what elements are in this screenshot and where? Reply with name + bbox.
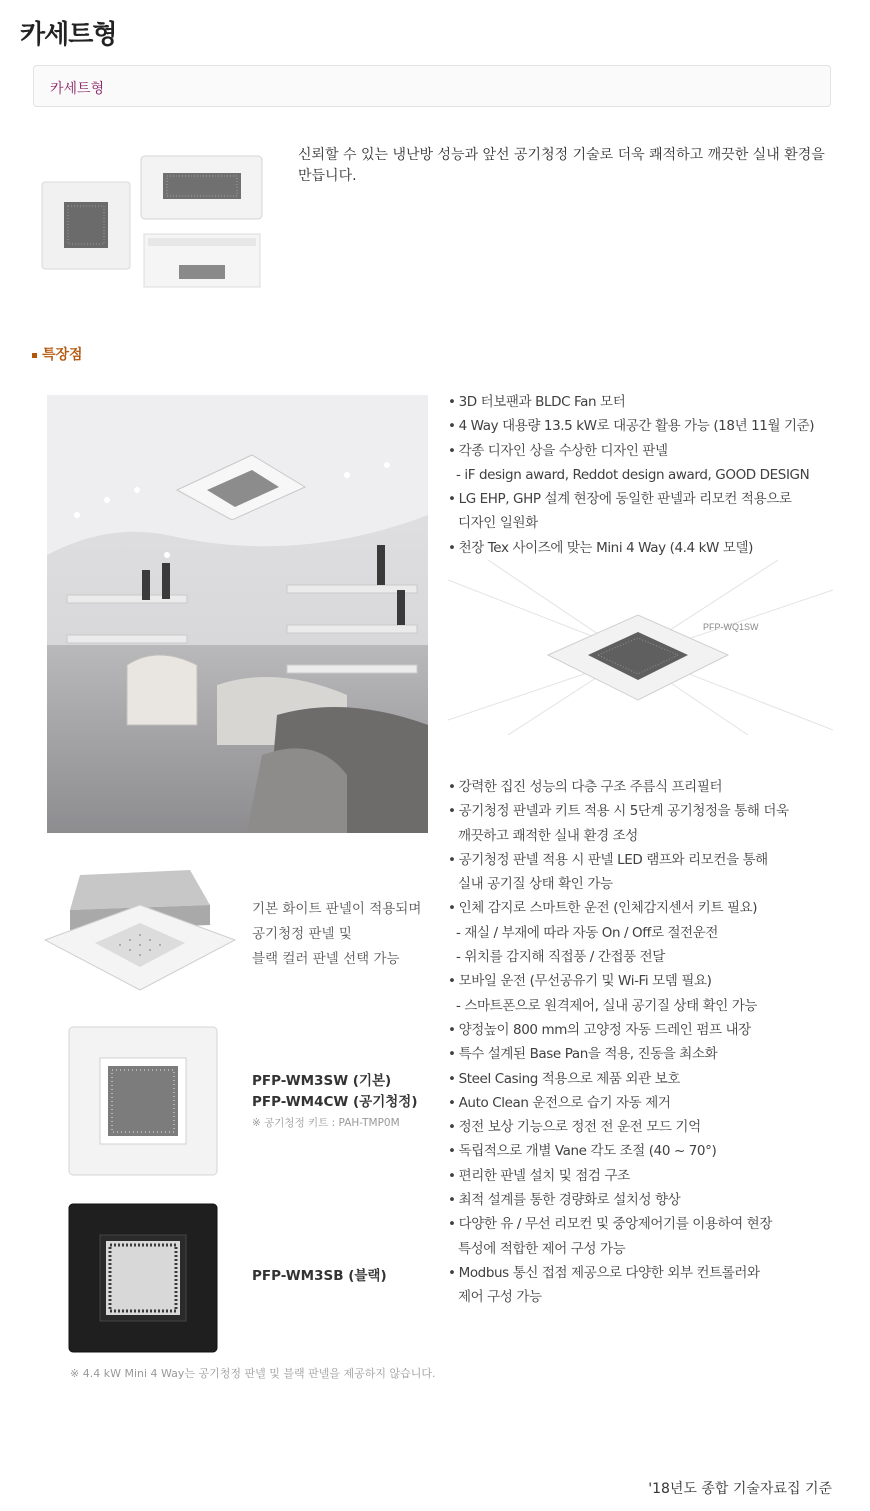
list-item: • 편리한 판넬 설치 및 점검 구조 [448, 1164, 838, 1188]
list-item: - 위치를 감지해 직접풍 / 간접풍 전달 [456, 949, 665, 966]
source-note: '18년도 종합 기술자료집 기준 [648, 1481, 832, 1497]
panel-description-line: 블랙 컬러 판넬 선택 가능 [252, 951, 400, 967]
list-item: • 다양한 유 / 무선 리모컨 및 중앙제어기를 이용하여 현장 [448, 1212, 838, 1236]
list-item: • 인체 감지로 스마트한 운전 (인체감지센서 키트 필요) [448, 896, 838, 920]
list-item: • Steel Casing 적용으로 제품 외관 보호 [448, 1067, 838, 1091]
mini-model-label: PFP-WQ1SW [703, 622, 759, 632]
list-item: • 정전 보상 기능으로 정전 전 운전 모드 기억 [448, 1115, 838, 1139]
section-title: 특장점 [42, 347, 83, 363]
list-item: - iF design award, Reddot design award, GOOD DESIGN [456, 466, 810, 483]
list-item: - 스마트폰으로 원격제어, 실내 공기질 상태 확인 가능 [456, 997, 758, 1014]
list-item: 깨끗하고 쾌적한 실내 환경 조성 [458, 827, 638, 844]
list-item: • 4 Way 대용량 13.5 kW로 대공간 활용 가능 (18년 11월 기준) [448, 414, 838, 438]
list-item: • 3D 터보팬과 BLDC Fan 모터 [448, 390, 838, 414]
page-title: 카세트형 [20, 20, 117, 50]
breadcrumb [33, 65, 831, 107]
panel-description-line: 기본 화이트 판넬이 적용되며 [252, 901, 422, 917]
list-item: • 공기청정 판넬과 키트 적용 시 5단계 공기청정을 통해 더욱 [448, 799, 838, 823]
model-name: PFP-WM3SW (기본) [252, 1073, 392, 1089]
model-name: PFP-WM4CW (공기청정) [252, 1094, 418, 1110]
list-item: 제어 구성 가능 [458, 1289, 542, 1306]
list-item: • 강력한 집진 성능의 다층 구조 주름식 프리필터 [448, 775, 838, 799]
breadcrumb-label[interactable]: 카세트형 [50, 81, 105, 97]
footnote: ※ 4.4 kW Mini 4 Way는 공기청정 판넬 및 블랙 판넬을 제공하지 않습니다. [70, 1367, 436, 1380]
list-item: • 공기청정 판넬 적용 시 판넬 LED 램프와 리모컨을 통해 [448, 848, 838, 872]
list-item: • 천장 Tex 사이즈에 맞는 Mini 4 Way (4.4 kW 모델) [448, 536, 838, 560]
white-panel-image [68, 1026, 218, 1176]
list-item: - 재실 / 부재에 따라 자동 On / Off로 절전운전 [456, 924, 719, 941]
list-item: 특성에 적합한 제어 구성 가능 [458, 1240, 626, 1257]
model-note: ※ 공기청정 키트 : PAH-TMP0M [252, 1117, 400, 1129]
list-item: • 독립적으로 개별 Vane 각도 조절 (40 ~ 70°) [448, 1139, 838, 1163]
list-item: • 최적 설계를 통한 경량화로 설치성 향상 [448, 1188, 838, 1212]
feature-list-bottom [448, 775, 838, 1310]
intro-description: 신뢰할 수 있는 냉난방 성능과 앞선 공기청정 기술로 더욱 쾌적하고 깨끗한 실내 환경을 만듭니다. [298, 147, 825, 184]
list-item: 디자인 일원화 [458, 515, 538, 532]
cassette-unit-3d-image [40, 865, 240, 995]
list-item: • LG EHP, GHP 설계 현장에 동일한 판넬과 리모컨 적용으로 [448, 487, 838, 511]
panel-description [252, 897, 421, 972]
white-panel-models [252, 1071, 418, 1134]
list-item: • 양정높이 800 mm의 고양정 자동 드레인 펌프 내장 [448, 1018, 838, 1042]
list-item: • Auto Clean 운전으로 습기 자동 제거 [448, 1091, 838, 1115]
list-item: 실내 공기질 상태 확인 가능 [458, 876, 613, 893]
black-panel-image [68, 1203, 218, 1353]
black-panel-model: PFP-WM3SB (블랙) [252, 1268, 387, 1284]
list-item: • 각종 디자인 상을 수상한 디자인 판넬 [448, 439, 838, 463]
showroom-photo [47, 395, 428, 833]
panel-description-line: 공기청정 판넬 및 [252, 926, 352, 942]
product-lineup-image [38, 152, 268, 292]
list-item: • 특수 설계된 Base Pan을 적용, 진동을 최소화 [448, 1042, 838, 1066]
mini-4way-illustration [448, 560, 833, 735]
bullet-icon [32, 353, 37, 358]
list-item: • 모바일 운전 (무선공유기 및 Wi-Fi 모뎀 필요) [448, 969, 838, 993]
section-heading-features [32, 344, 83, 364]
feature-list-top [448, 390, 838, 560]
list-item: • Modbus 통신 접점 제공으로 다양한 외부 컨트롤러와 [448, 1261, 838, 1285]
